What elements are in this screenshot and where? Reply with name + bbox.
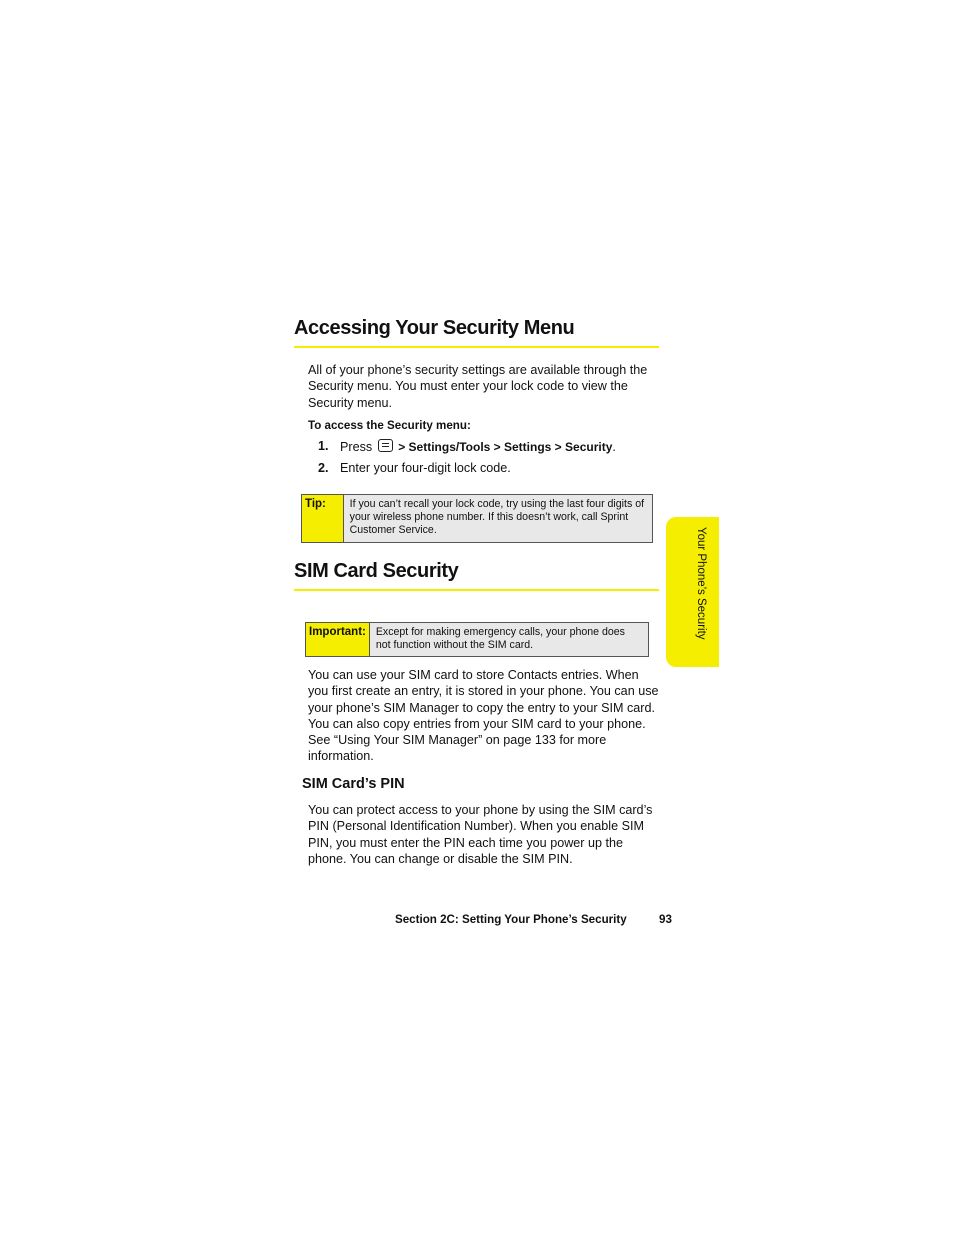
procedure-heading: To access the Security menu:	[308, 419, 471, 432]
sim-card-paragraph: You can use your SIM card to store Contacts entries. When you first create an entry, it is stored in your phone. You can use your phone’s SIM Manager to copy the entry to your SIM card. You can also copy entries from your SIM card to your phone. See “Using Your SIM Manager” on page 133 for more information.	[308, 668, 659, 764]
step-1	[0, 439, 954, 457]
step-suffix: .	[612, 440, 616, 454]
sim-pin-paragraph: You can protect access to your phone by using the SIM card’s PIN (Personal Identification Number). When you enable SIM PIN, you must enter the PIN each time you power up the phone. You can change or disable the SIM PIN.	[308, 803, 653, 866]
step-2	[0, 461, 954, 479]
tip-label: Tip:	[302, 495, 344, 542]
menu-path: > Settings/Tools > Settings > Security	[398, 440, 613, 454]
step-prefix: Press	[340, 440, 373, 454]
footer-section: Section 2C: Setting Your Phone’s Security	[395, 913, 627, 926]
section-title-accessing-security-menu: Accessing Your Security Menu	[294, 317, 659, 348]
intro-paragraph: All of your phone’s security settings are available through the Security menu. You must enter your lock code to view the Security menu.	[308, 363, 648, 410]
menu-key-icon	[378, 439, 393, 452]
subsection-title-sim-pin: SIM Card’s PIN	[302, 776, 405, 792]
step-text: Enter your four-digit lock code.	[340, 461, 511, 475]
step-number: 1.	[318, 439, 329, 453]
important-box	[305, 622, 649, 657]
step-text	[340, 439, 616, 454]
important-label: Important:	[306, 623, 370, 656]
tip-text: If you can’t recall your lock code, try using the last four digits of your wireless phone number. If this doesn’t work, call Sprint Customer Service.	[349, 498, 645, 536]
tip-box	[301, 494, 653, 543]
important-text: Except for making emergency calls, your phone does not function without the SIM card.	[375, 626, 625, 651]
side-tab	[666, 517, 719, 667]
step-number: 2.	[318, 461, 329, 475]
side-tab-label: Your Phone’s Security	[695, 527, 707, 640]
section-title-sim-card-security: SIM Card Security	[294, 560, 659, 591]
page-number: 93	[659, 913, 672, 926]
